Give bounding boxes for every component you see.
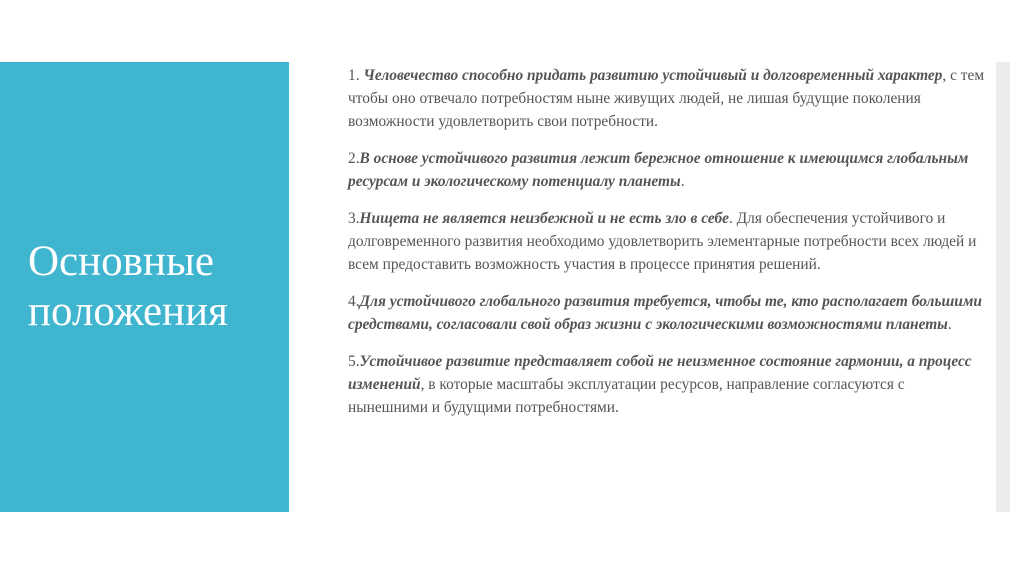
paragraph-number: 4. xyxy=(348,293,360,310)
paragraph-text: . xyxy=(947,316,952,333)
paragraph-emphasis: Устойчивое развитие представляет собой не неизменное состояние гармонии, а процесс изменений xyxy=(348,353,972,393)
paragraph-5 xyxy=(348,350,988,419)
paragraph-number: 2. xyxy=(348,150,360,167)
paragraph-emphasis: Человечество способно придать развитию устойчивый и долговременный характер xyxy=(363,67,943,84)
paragraph-text: . Для обеспечения устойчивого и долговременного развития необходимо удовлетворить элементарные потребности всех людей и всем предоставить возможность участия в процессе принятия решений. xyxy=(348,210,977,273)
paragraph-text: , в которые масштабы эксплуатации ресурсов, направление согласуются с нынешними и будущими потребностями. xyxy=(348,376,905,416)
paragraph-emphasis: В основе устойчивого развития лежит бережное отношение к имеющимся глобальным ресурсам и экологическому потенциалу планеты xyxy=(348,150,969,190)
paragraph-number: 5. xyxy=(348,353,360,370)
paragraph-4 xyxy=(348,290,988,336)
scrollbar-track[interactable] xyxy=(996,62,1010,512)
paragraph-3 xyxy=(348,207,988,276)
slide-title-line-1: Основные xyxy=(28,238,214,285)
paragraph-2 xyxy=(348,147,988,193)
paragraph-text: , с тем чтобы оно отвечало потребностям ныне живущих людей, не лишая будущие поколения возможности удовлетворить свои потребности. xyxy=(348,67,985,130)
paragraph-text: . xyxy=(680,173,685,190)
slide-title-line-2: положения xyxy=(28,288,228,335)
paragraph-number: 1. xyxy=(348,67,364,84)
content-body xyxy=(348,64,988,433)
paragraph-emphasis: Для устойчивого глобального развития требуется, чтобы те, кто располагает большими средствами, согласовали свой образ жизни с экологическими возможностями планеты xyxy=(348,293,982,333)
paragraph-number: 3. xyxy=(348,210,360,227)
paragraph-emphasis: Нищета не является неизбежной и не есть зло в себе xyxy=(359,210,729,227)
slide-title xyxy=(28,237,288,337)
paragraph-1 xyxy=(348,64,988,133)
